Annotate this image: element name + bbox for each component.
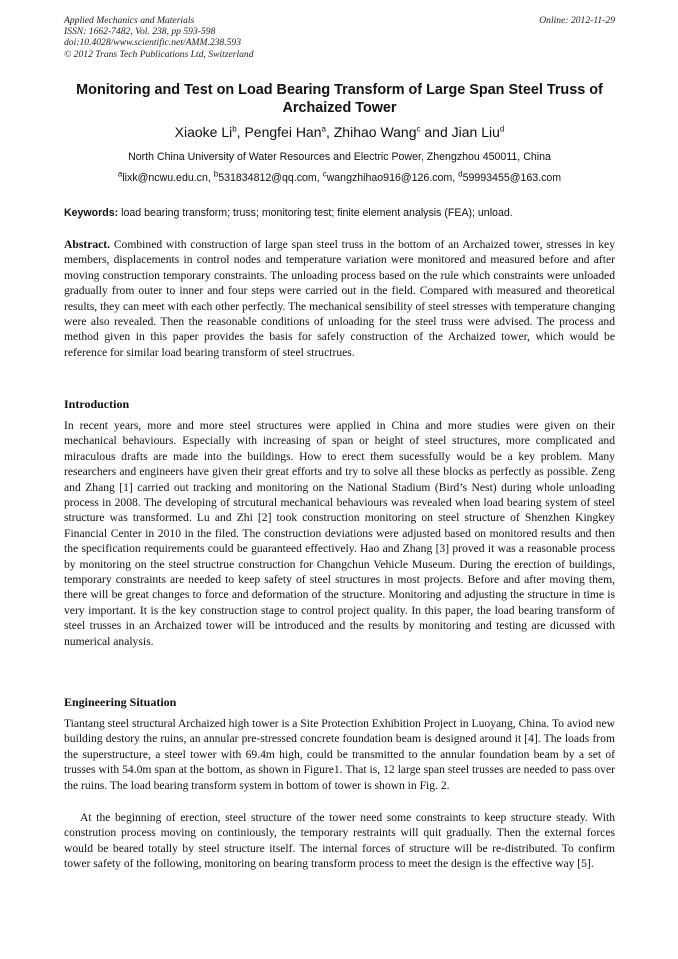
author-list — [64, 123, 615, 141]
author-name: Jian Liu — [451, 124, 500, 140]
author-name: Zhihao Wang — [333, 124, 417, 140]
introduction-paragraph: In recent years, more and more steel structures were applied in China and more studies were given on their mechanical behaviours. Especially with increasing of span or height of steel structures, more complicated and miraculous drafts are made into the buildings. How to erect them sucessfully would be a key problem. Many researchers and engineers have given their great efforts and try to solve all these blocks as perfectly as possible. Zeng and Zhang [1] carried out tracking and monitoring on the National Stadium (Bird’s Nest) during whole unloading process in 2008. The developing of strcutural mechanical behaviours was revealed when load bearing system of steel structure was transformed. Lu and Zhi [2] took construction monitoring on steel structure of Shenzhen Kingkey Financial Center in 2010 in the filed. The construction deviations were adjusted based on monitored results and then the specification requirements could be guaranteed effectively. Hao and Zhang [3] proved it was a reasonable process by monitoring on the steel structrue construction for Changchun Vehicle Museum. During the erection of buildings, temporary constraints are needed to keep safety of steel structures in most projects. Before and after moving them, there will be great changes to force and deformation of the structure. Monitoring and adjusting the structure in time is very important. It is the key construction stage to control project quality. In this paper, the load bearing transform of steel trusses in an Archaized tower will be introduced and the results by monitoring and testing are dicussed with numerical analysis. — [64, 419, 615, 648]
email-mark: b — [213, 169, 219, 179]
author-name: Pengfei Han — [244, 124, 322, 140]
author-name: Xiaoke Li — [174, 124, 233, 140]
email-address: wangzhihao916@126.com, — [326, 172, 459, 184]
section-heading-engineering: Engineering Situation — [64, 695, 177, 709]
email-address: 59993455@163.com — [462, 172, 562, 184]
email-list — [64, 171, 615, 185]
doi-line: doi:10.4028/www.scientific.net/AMM.238.593 — [64, 37, 242, 49]
engineering-paragraph-2: At the beginning of erection, steel structure of the tower need some constraints to keep structure steady. With constrution process moving on continiously, the temporary restraints will quit gradually. Then the external forces would be beared totally by steel structure itself. The internal forces of structure will be re-distributed. To confirm tower safety of the following, monitoring on bearing transform process to meet the design is the effective way [5]. — [64, 811, 615, 871]
issn-line: ISSN: 1662-7482, Vol. 238, pp 593-598 — [64, 26, 216, 38]
author-affil-mark: d — [499, 124, 505, 134]
online-date: Online: 2012-11-29 — [539, 15, 615, 26]
copyright-line: © 2012 Trans Tech Publications Ltd, Switzerland — [64, 48, 254, 60]
email-mark: c — [322, 169, 327, 179]
author-affil-mark: b — [232, 124, 237, 134]
journal-name: Applied Mechanics and Materials — [64, 15, 195, 26]
author-separator: , — [236, 124, 245, 140]
keywords — [64, 206, 615, 220]
paper-title: Monitoring and Test on Load Bearing Transform of Large Span Steel Truss of Archaized Tower — [76, 82, 603, 116]
author-affil-mark: a — [321, 124, 326, 134]
keywords-label: Keywords: — [64, 207, 119, 219]
email-mark: a — [117, 169, 123, 179]
author-separator: and — [420, 124, 452, 140]
email-address: 531834812@qq.com, — [218, 172, 323, 184]
abstract-text: Combined with construction of large span steel truss in the bottom of an Archaized tower, stresses in key members, displacements in control nodes and temperature variation were monitored and measured before and after moving construction temporary constraints. The unloading process based on the rule which constraints were unloaded gradually from outer to inner and four steps were carried out in the field. Compared with measured and theoretical results, they can meet with each other perfectly. The mechanical sensibility of steel stresses with temperature changing were also revealed. Then the reasonable conditions of unloading for the steel truss were advised. The process and method given in this paper provides the basis for safely construction of the Archaized tower, which would be reference for similar load bearing transform of steel structrues. — [64, 238, 615, 359]
section-heading-introduction: Introduction — [64, 397, 130, 411]
author-separator: , — [325, 124, 334, 140]
keywords-text: load bearing transform; truss; monitoring test; finite element analysis (FEA); unload. — [118, 207, 513, 219]
affiliation: North China University of Water Resources and Electric Power, Zhengzhou 450011, China — [128, 151, 551, 163]
journal-header — [64, 15, 615, 60]
engineering-paragraph-1: Tiantang steel structural Archaized high tower is a Site Protection Exhibition Project in Luoyang, China. To aviod new building destory the ruins, an annular pre-stressed concrete foundation beam is designed around it [4]. The loads from the superstructure, a steel tower with 69.4m high, could be transmitted to the annular foundation beam by a set of trusses with 54.0m span at the bottom, as shown in Figure1. That is, 12 large span steel trusses are needed to pass over the ruins. The load bearing transform system in bottom of tower is shown in Fig. 2. — [64, 717, 615, 792]
email-address: lixk@ncwu.edu.cn, — [122, 172, 214, 184]
abstract-label: Abstract. — [64, 238, 111, 251]
author-affil-mark: c — [416, 124, 421, 134]
abstract — [64, 237, 615, 360]
email-mark: d — [458, 169, 463, 179]
